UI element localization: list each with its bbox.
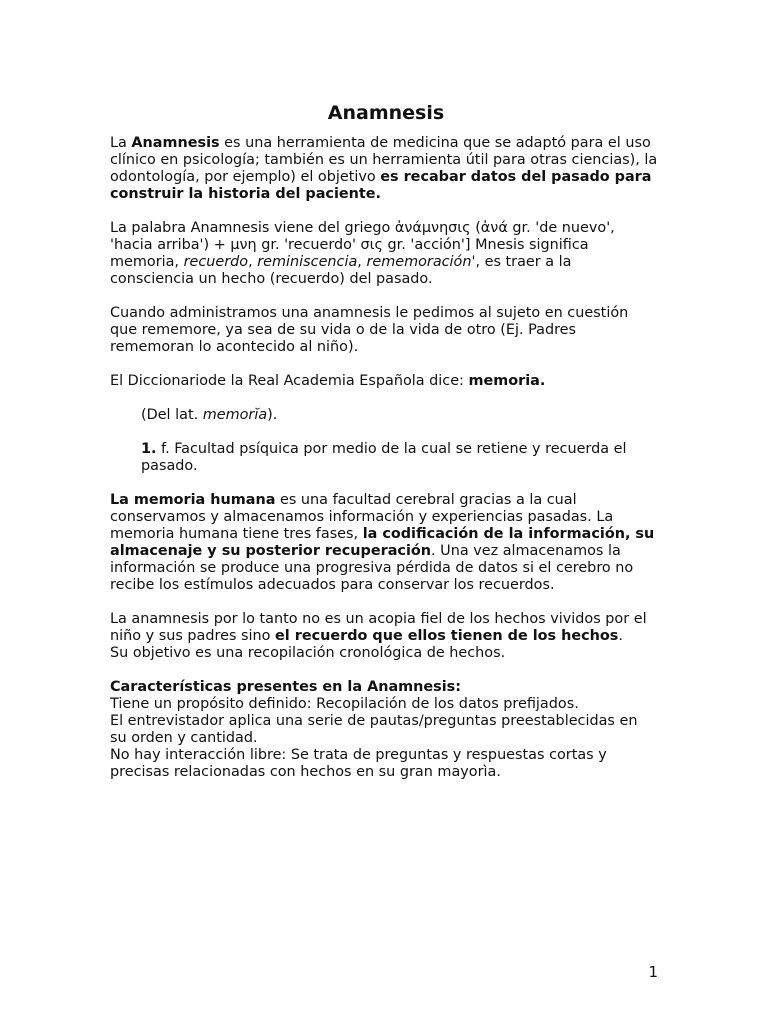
paragraph-conclusion [110,611,658,662]
definition-text: f. Facultad psíquica por medio de la cual se retiene y recuerda el pasado. [141,441,627,474]
intro-term-anamnesis: Anamnesis [131,135,220,151]
characteristics-heading [110,679,658,696]
etymology-reminiscencia: reminiscencia [257,254,358,270]
origin-latin-word: memorĭa [202,407,268,423]
intro-objective-bold: es recabar datos del pasado para construir la historia del paciente. [110,169,652,202]
paragraph-etymology [110,220,658,288]
origin-text-c: ). [267,407,278,423]
rae-text: El Diccionariode la Real Academia Española dice: [110,373,469,389]
conclusion-period: . [618,628,623,644]
page-body [110,100,658,781]
characteristics-line-1: Tiene un propósito definido: Recopilación de los datos prefijados. [110,696,579,712]
etymology-recuerdo: recuerdo [183,254,249,270]
human-memory-text-d: . Una vez almacenamos la información se produce una progresiva pérdida de datos si el cerebro no recibe los estímulos adecuados para conservar los recuerdos. [110,543,634,593]
page-number: 1 [648,963,658,981]
etymology-sep-1: , [248,254,258,270]
intro-text-c: es una herramienta de medicina que se adaptó para el uso clínico en psicología; también es un herramienta útil para otras ciencias), la odontología, por ejemplo) el objetivo [110,135,658,185]
paragraph-rae [110,373,658,390]
definition-number: 1. [141,441,157,457]
characteristics-heading-text: Características presentes en la Anamnesis: [110,679,461,695]
paragraph-human-memory [110,492,658,594]
paragraph-intro [110,135,658,203]
conclusion-bold: el recuerdo que ellos tienen de los hechos [275,628,619,644]
human-memory-term: La memoria humana [110,492,276,508]
intro-text-a: La [110,135,132,151]
origin-text-a: (Del lat. [141,407,203,423]
etymology-sep-2: , [357,254,367,270]
characteristics-section [110,679,658,781]
definition-origin [110,407,658,424]
paragraph-administration: Cuando administramos una anamnesis le pedimos al sujeto en cuestión que rememore, ya sea de su vida o de la vida de otro (Ej. Padres rememoran lo acontecido al niño). [110,305,629,355]
document-title: Anamnesis [327,102,445,124]
characteristics-line-3: No hay interacción libre: Se trata de preguntas y respuestas cortas y precisas relacionadas con hechos en su gran mayorìa. [110,747,607,780]
human-memory-text-b: es una facultad cerebral gracias a la cual conservamos y almacenamos información y experiencias pasadas. La memoria humana tiene tres fases, [110,492,614,542]
human-memory-phases: la codificación de la información, su almacenaje y su posterior recuperación [110,526,655,559]
etymology-text-g: ', es traer a la consciencia un hecho (recuerdo) del pasado. [110,254,572,287]
characteristics-line-2: El entrevistador aplica una serie de pautas/preguntas preestablecidas en su orden y cantidad. [110,713,638,746]
etymology-rememoracion: rememoración [366,254,472,270]
conclusion-objective: Su objetivo es una recopilación cronológica de hechos. [110,645,506,661]
conclusion-text-a: La anamnesis por lo tanto no es un acopia fiel de los hechos vividos por el niño y sus padres sino [110,611,647,644]
definition-entry [110,441,658,475]
rae-term-memoria: memoria. [468,373,546,389]
etymology-text-a: La palabra Anamnesis viene del griego ἀνάμνησις (ἀνά gr. 'de nuevo', 'hacia arriba') + μνη gr. 'recuerdo' σις gr. 'acción'] Mnesis significa memoria, [110,220,615,270]
